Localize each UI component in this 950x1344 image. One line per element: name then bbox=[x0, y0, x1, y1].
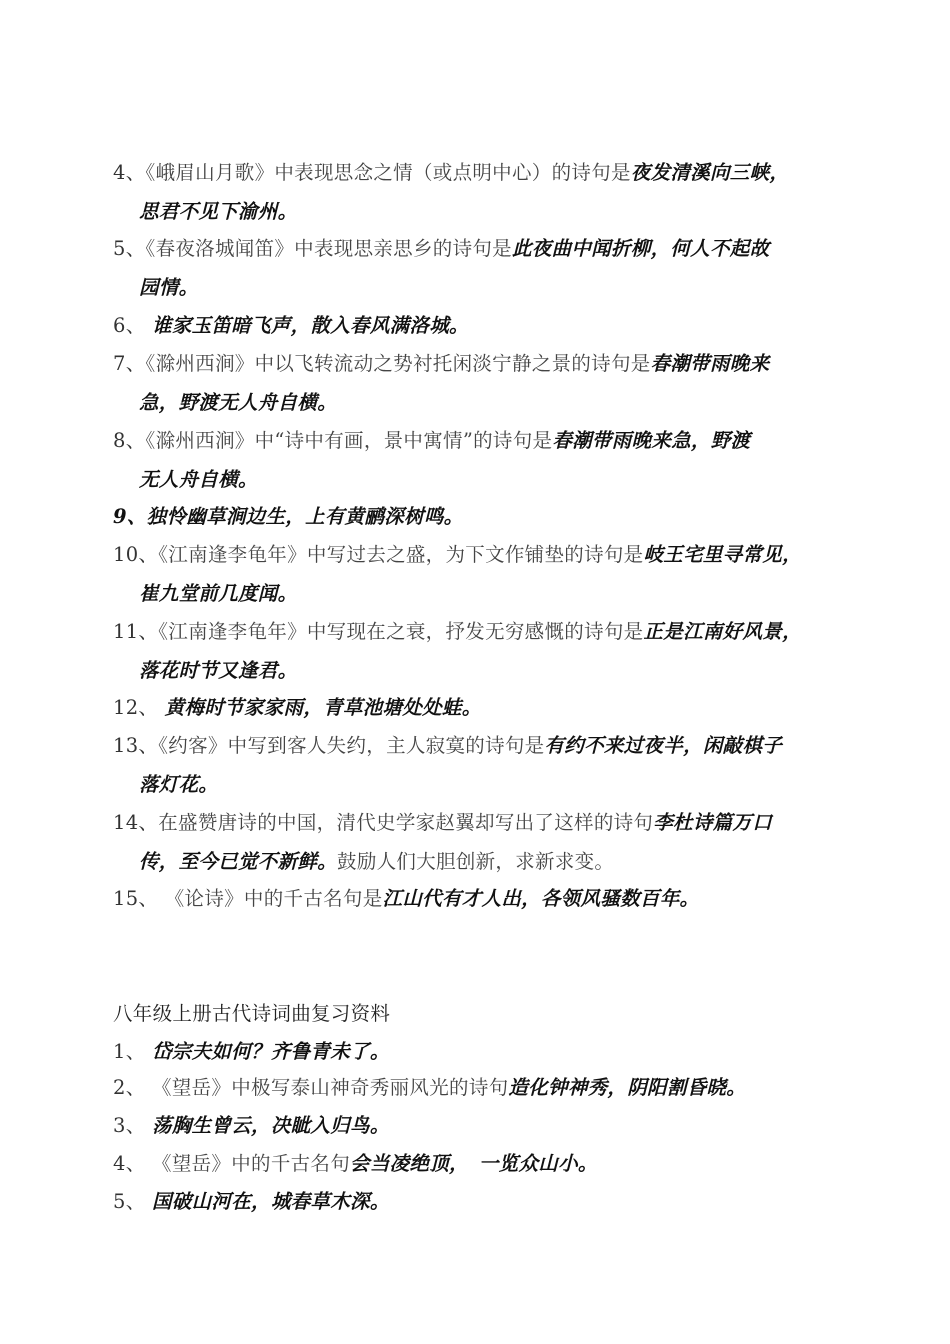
answer-text: 国破山河在，城春草木深。 bbox=[152, 1190, 390, 1213]
answer-text: 春潮带雨晚来 bbox=[650, 352, 770, 375]
question-text: 《望岳》中的千古名句 bbox=[152, 1152, 351, 1175]
list-item bbox=[113, 154, 853, 231]
list-item bbox=[113, 230, 853, 307]
question-text: 《滁州西涧》中“诗中有画，景中寓情”的诗句是 bbox=[145, 429, 553, 452]
answer-text-continued: 园情。 bbox=[139, 275, 199, 299]
list-item bbox=[113, 804, 853, 881]
item-number: 1、 bbox=[113, 1040, 146, 1063]
item-number: 7、 bbox=[113, 352, 146, 375]
item-number: 12、 bbox=[113, 696, 159, 719]
item-number: 5、 bbox=[113, 237, 146, 260]
item-number: 9、 bbox=[113, 505, 147, 528]
list-item bbox=[113, 345, 853, 422]
question-text: 《望岳》中极写泰山神奇秀丽风光的诗句 bbox=[152, 1076, 509, 1099]
list-item bbox=[113, 498, 853, 537]
item-number: 14、 bbox=[113, 811, 159, 834]
list-item bbox=[113, 1069, 853, 1108]
item-number: 3、 bbox=[113, 1114, 146, 1137]
answer-text-continued: 崔九堂前几度闻。 bbox=[139, 581, 298, 605]
question-text: 《春夜洛城闻笛》中表现思亲思乡的诗句是 bbox=[145, 237, 512, 260]
answer-text: 夜发清溪向三峡， bbox=[630, 161, 790, 184]
list-item bbox=[113, 613, 853, 690]
question-text: 《峨眉山月歌》中表现思念之情（或点明中心）的诗句是 bbox=[145, 161, 631, 184]
answer-text: 谁家玉笛暗飞声，散入春风满洛城。 bbox=[152, 314, 469, 337]
list-item bbox=[113, 689, 853, 728]
answer-text: 岐王宅里寻常见， bbox=[643, 543, 802, 566]
trailing-text: 鼓励人们大胆创新，求新求变。 bbox=[337, 849, 615, 873]
answer-text-continued: 落花时节又逢君。 bbox=[139, 658, 298, 682]
answer-text: 春潮带雨晚来急，野渡 bbox=[552, 429, 751, 452]
section-title: 八年级上册古代诗词曲复习资料 bbox=[113, 1002, 391, 1025]
question-text: 《江南逢李龟年》中写过去之盛，为下文作铺垫的诗句是 bbox=[158, 543, 644, 566]
answer-text-continued: 无人舟自横。 bbox=[139, 467, 258, 491]
answer-text: 造化钟神秀，阴阳割昏晓。 bbox=[508, 1076, 747, 1099]
list-item bbox=[113, 880, 853, 919]
answer-text-continued: 思君不见下渝州。 bbox=[139, 199, 298, 223]
item-number: 15、 bbox=[113, 887, 159, 910]
item-number: 8、 bbox=[113, 429, 146, 452]
list-item bbox=[113, 1107, 853, 1146]
answer-text-continued: 传，至今已觉不新鲜。 bbox=[139, 849, 338, 873]
answer-text: 有约不来过夜半，闲敲棋子 bbox=[544, 734, 783, 757]
list-item bbox=[113, 307, 853, 346]
item-number: 13、 bbox=[113, 734, 159, 757]
answer-text: 正是江南好风景， bbox=[643, 620, 802, 643]
answer-text-continued: 急，野渡无人舟自横。 bbox=[139, 390, 338, 414]
item-number: 6、 bbox=[113, 314, 146, 337]
item-number: 10、 bbox=[113, 543, 159, 566]
question-text: 《滁州西涧》中以飞转流动之势衬托闲淡宁静之景的诗句是 bbox=[145, 352, 651, 375]
answer-text: 会当凌绝顶， 一览众山小。 bbox=[350, 1152, 598, 1175]
item-number: 4、 bbox=[113, 161, 146, 184]
list-item bbox=[113, 727, 853, 804]
list-item bbox=[113, 422, 853, 499]
question-text: 《约客》中写到客人失约，主人寂寞的诗句是 bbox=[158, 734, 545, 757]
item-number: 4、 bbox=[113, 1152, 146, 1175]
list-item bbox=[113, 1183, 853, 1222]
list-item bbox=[113, 1033, 853, 1072]
answer-text: 李杜诗篇万口 bbox=[653, 811, 773, 834]
answer-text: 黄梅时节家家雨，青草池塘处处蛙。 bbox=[164, 696, 482, 719]
item-number: 2、 bbox=[113, 1076, 146, 1099]
answer-text: 江山代有才人出，各领风骚数百年。 bbox=[382, 887, 700, 910]
question-text: 《论诗》中的千古名句是 bbox=[164, 887, 383, 910]
answer-text: 独怜幽草涧边生，上有黄鹂深树鸣。 bbox=[146, 505, 464, 528]
answer-text: 此夜曲中闻折柳，何人不起故 bbox=[511, 237, 770, 260]
question-text: 《江南逢李龟年》中写现在之衰，抒发无穷感慨的诗句是 bbox=[158, 620, 644, 643]
question-text: 在盛赞唐诗的中国，清代史学家赵翼却写出了这样的诗句 bbox=[158, 811, 654, 834]
list-item bbox=[113, 536, 853, 613]
list-item bbox=[113, 1145, 853, 1184]
answer-text-continued: 落灯花。 bbox=[139, 772, 219, 796]
item-number: 11、 bbox=[113, 620, 159, 643]
answer-text: 荡胸生曾云，决眦入归鸟。 bbox=[152, 1114, 390, 1137]
answer-text: 岱宗夫如何？齐鲁青未了。 bbox=[152, 1040, 390, 1063]
item-number: 5、 bbox=[113, 1190, 146, 1213]
